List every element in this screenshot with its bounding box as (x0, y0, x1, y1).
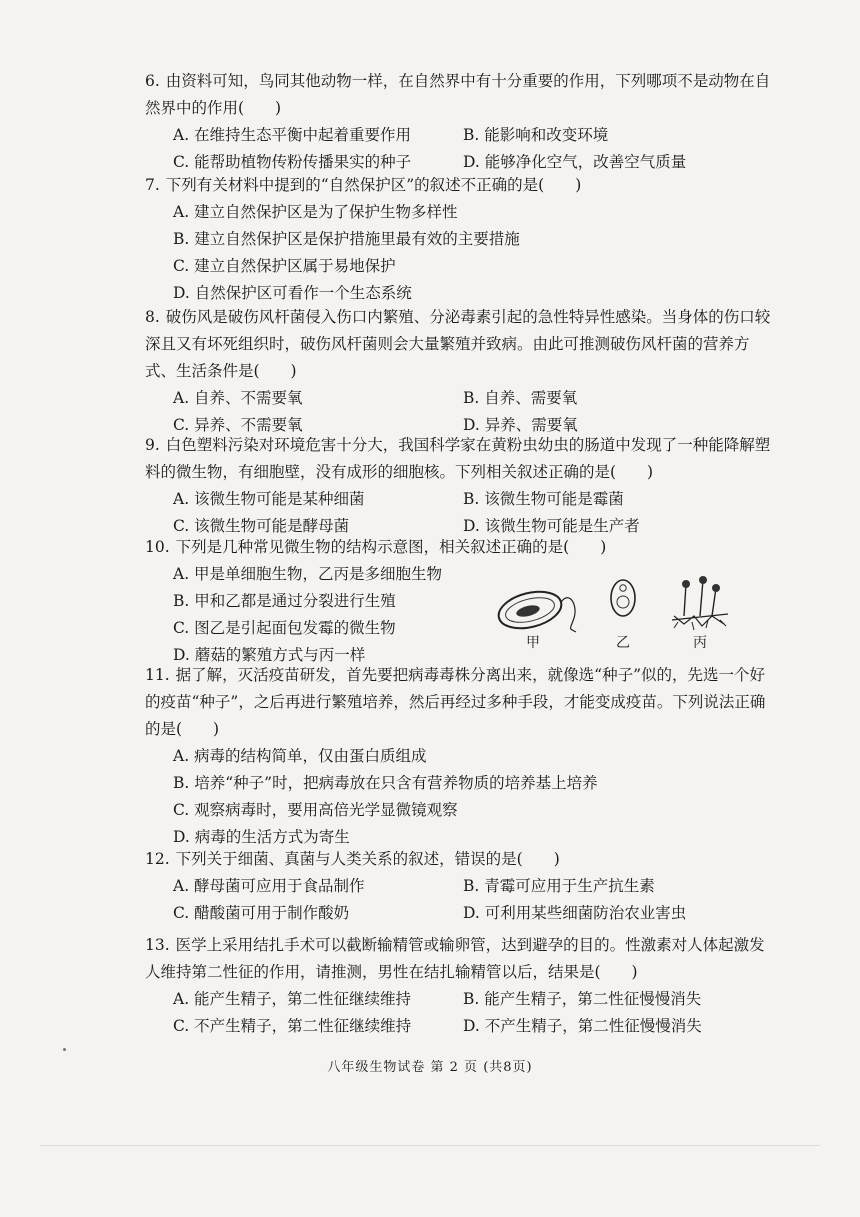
question-8 (145, 304, 775, 439)
options (173, 873, 775, 927)
option-b: B. 自养、需要氧 (463, 389, 578, 407)
option-c: C. 醋酸菌可用于制作酸奶 (173, 904, 350, 922)
question-stem (145, 846, 775, 873)
question-text: 由资料可知，鸟同其他动物一样，在自然界中有十分重要的作用，下列哪项不是动物在自然界中的作用( ) (145, 72, 771, 117)
question-13 (145, 932, 775, 1040)
option-b: B. 能影响和改变环境 (463, 126, 609, 144)
figure-label-jia: 甲 (526, 635, 540, 651)
options (173, 486, 775, 540)
option-b: B. 建立自然保护区是保护措施里最有效的主要措施 (173, 230, 520, 248)
option-d: D. 异养、需要氧 (463, 416, 578, 434)
question-text: 据了解，灭活疫苗研发，首先要把病毒毒株分离出来，就像选“种子”似的，先选一个好的疫苗“种子”，之后再进行繁殖培养，然后再经过多种手段，才能变成疫苗。下列说法正确的是( ) (145, 666, 766, 738)
option-c: C. 能帮助植物传粉传播果实的种子 (173, 153, 412, 171)
option-d: D. 病毒的生活方式为寄生 (173, 828, 350, 846)
option-b: B. 培养“种子”时，把病毒放在只含有营养物质的培养基上培养 (173, 774, 598, 792)
scan-edge-line (40, 1145, 820, 1146)
option-b: B. 甲和乙都是通过分裂进行生殖 (173, 592, 396, 610)
question-stem (145, 172, 775, 199)
question-number: 12. (145, 850, 170, 868)
option-a: A. 酵母菌可应用于食品制作 (173, 877, 365, 895)
question-text: 下列是几种常见微生物的结构示意图，相关叙述正确的是( ) (175, 538, 607, 556)
question-number: 11. (145, 666, 170, 684)
question-11 (145, 662, 775, 851)
bacterium-drawing (495, 586, 576, 634)
question-number: 10. (145, 538, 170, 556)
option-d: D. 自然保护区可看作一个生态系统 (173, 284, 412, 302)
option-a: A. 该微生物可能是某种细菌 (173, 490, 365, 508)
option-b: B. 青霉可应用于生产抗生素 (463, 877, 655, 895)
question-number: 9. (145, 436, 160, 454)
question-number: 8. (145, 308, 160, 326)
microbe-drawings (488, 576, 738, 636)
options (173, 986, 775, 1040)
option-a: A. 甲是单细胞生物，乙丙是多细胞生物 (173, 565, 443, 583)
option-d: D. 可利用某些细菌防治农业害虫 (463, 904, 687, 922)
question-12 (145, 846, 775, 927)
scan-dot (63, 1048, 66, 1051)
option-a: A. 建立自然保护区是为了保护生物多样性 (173, 203, 458, 221)
question-number: 7. (145, 176, 160, 194)
option-a: A. 自养、不需要氧 (173, 389, 303, 407)
question-text: 白色塑料污染对环境危害十分大，我国科学家在黄粉虫幼虫的肠道中发现了一种能降解塑料的微生物，有细胞壁，没有成形的细胞核。下列相关叙述正确的是( ) (145, 436, 771, 481)
page-footer: 八年级生物试卷 第 2 页 (共8页) (327, 1060, 533, 1075)
option-c: C. 该微生物可能是酵母菌 (173, 517, 350, 535)
option-a: A. 能产生精子，第二性征继续维持 (173, 990, 412, 1008)
options (173, 122, 775, 176)
options (173, 743, 775, 851)
options (173, 385, 775, 439)
question-stem (145, 304, 775, 385)
question-6 (145, 68, 775, 176)
option-d: D. 蘑菇的繁殖方式与丙一样 (173, 646, 366, 664)
option-d: D. 能够净化空气，改善空气质量 (463, 153, 687, 171)
question-number: 13. (145, 936, 170, 954)
question-stem (145, 432, 775, 486)
option-c: C. 图乙是引起面包发霉的微生物 (173, 619, 396, 637)
yeast-drawing (611, 580, 635, 616)
figure-label-bing: 丙 (693, 635, 707, 651)
question-stem (145, 534, 775, 561)
question-stem (145, 662, 775, 743)
question-text: 破伤风是破伤风杆菌侵入伤口内繁殖、分泌毒素引起的急性特异性感染。当身体的伤口较深且又有坏死组织时，破伤风杆菌则会大量繁殖并致病。由此可推测破伤风杆菌的营养方式、生活条件是( ) (145, 308, 771, 380)
question-stem (145, 932, 775, 986)
option-b: B. 该微生物可能是霉菌 (463, 490, 624, 508)
option-c: C. 不产生精子，第二性征继续维持 (173, 1017, 412, 1035)
figure-label-yi: 乙 (616, 635, 630, 651)
option-c: C. 观察病毒时，要用高倍光学显微镜观察 (173, 801, 458, 819)
question-text: 下列关于细菌、真菌与人类关系的叙述，错误的是( ) (175, 850, 560, 868)
option-d: D. 该微生物可能是生产者 (463, 517, 640, 535)
options (173, 199, 775, 307)
option-a: A. 病毒的结构简单，仅由蛋白质组成 (173, 747, 427, 765)
microbe-structure-figure (488, 576, 738, 656)
question-9 (145, 432, 775, 540)
option-c: C. 建立自然保护区属于易地保护 (173, 257, 396, 275)
option-d: D. 不产生精子，第二性征慢慢消失 (463, 1017, 702, 1035)
option-b: B. 能产生精子，第二性征慢慢消失 (463, 990, 702, 1008)
question-stem (145, 68, 775, 122)
mold-drawing (672, 576, 728, 630)
option-a: A. 在维持生态平衡中起着重要作用 (173, 126, 412, 144)
question-7 (145, 172, 775, 307)
question-text: 下列有关材料中提到的“自然保护区”的叙述不正确的是( ) (165, 176, 582, 194)
question-number: 6. (145, 72, 160, 90)
question-text: 医学上采用结扎手术可以截断输精管或输卵管，达到避孕的目的。性激素对人体起激发人维持第二性征的作用，请推测，男性在结扎输精管以后，结果是( ) (145, 936, 765, 981)
option-c: C. 异养、不需要氧 (173, 416, 303, 434)
